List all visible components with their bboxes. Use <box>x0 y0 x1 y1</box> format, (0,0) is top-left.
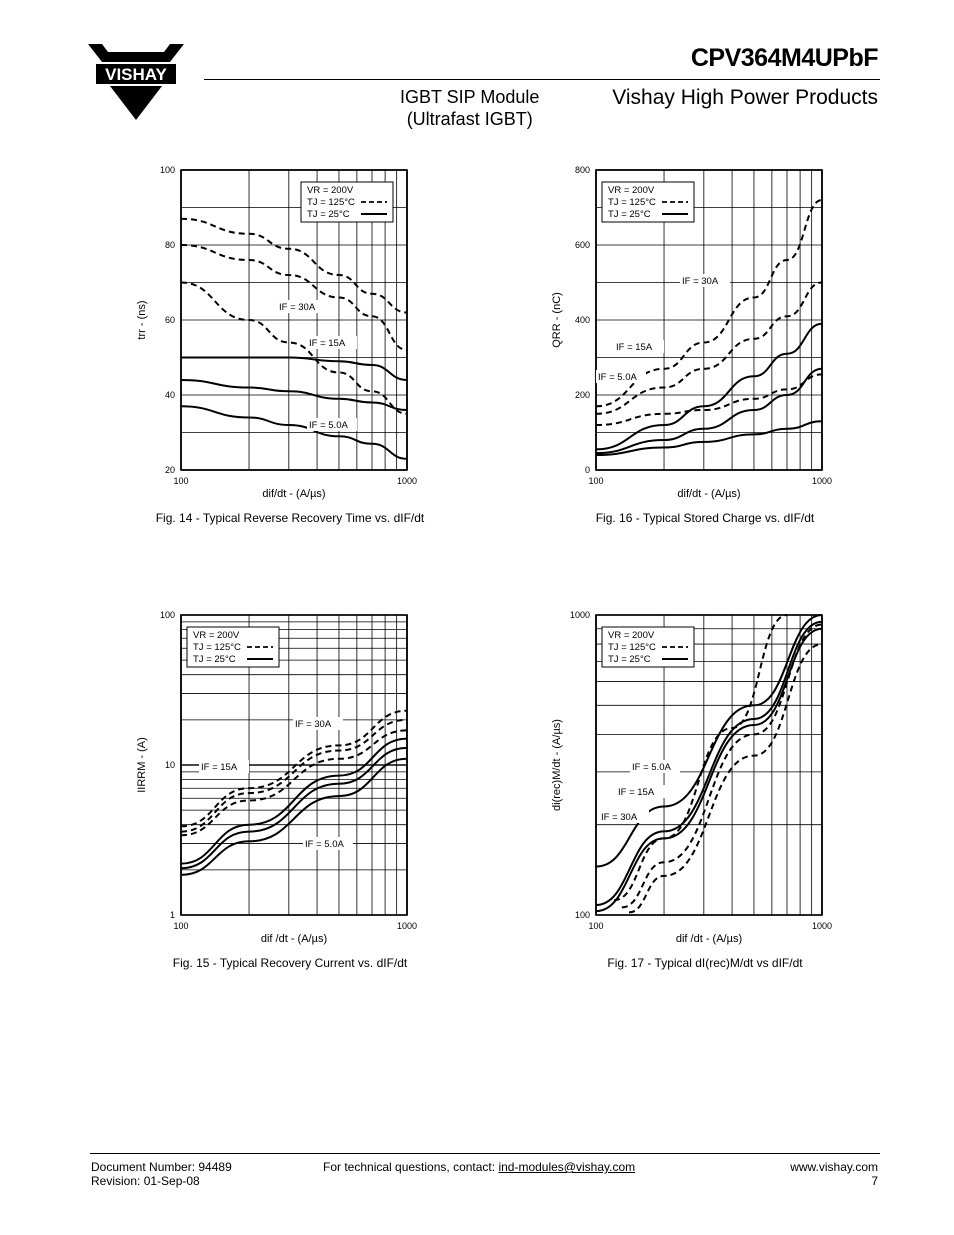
legend-entry: TJ = 25°C <box>193 654 236 665</box>
legend-entry: TJ = 125°C <box>608 197 656 208</box>
subtitle-line-1: IGBT SIP Module <box>400 87 540 107</box>
contact-email-link[interactable]: ind-modules@vishay.com <box>498 1160 636 1174</box>
y-axis-label: IIRRM - (A) <box>136 737 148 793</box>
series-annotation: IF = 5.0A <box>632 762 671 773</box>
legend-entry: TJ = 125°C <box>307 197 355 208</box>
header-rule <box>204 79 880 80</box>
website-link[interactable]: www.vishay.com <box>790 1160 878 1174</box>
series-line <box>181 245 407 350</box>
series-line <box>181 219 407 313</box>
footer-contact <box>323 1160 635 1174</box>
series-annotation: IF = 30A <box>279 302 316 313</box>
x-tick-label: 1000 <box>811 921 833 931</box>
y-tick-label: 40 <box>164 390 175 400</box>
series-annotation: IF = 5.0A <box>598 372 637 383</box>
y-axis-label: QRR - (nC) <box>551 292 563 348</box>
series-annotation: IF = 30A <box>682 276 719 287</box>
series-line <box>181 739 407 864</box>
y-tick-label: 800 <box>574 165 590 175</box>
x-tick-label: 1000 <box>396 921 418 931</box>
legend-entry: TJ = 25°C <box>307 209 350 220</box>
x-tick-label: 100 <box>588 476 604 486</box>
subtitle-line-2: (Ultrafast IGBT) <box>406 109 533 129</box>
x-tick-label: 1000 <box>396 476 418 486</box>
legend-entry: VR = 200V <box>307 185 354 196</box>
y-tick-label: 20 <box>164 465 175 475</box>
x-axis-label: dif/dt - (A/µs) <box>262 488 326 500</box>
x-axis-label: dif/dt - (A/µs) <box>677 488 741 500</box>
part-number: CPV364M4UPbF <box>690 44 878 72</box>
x-axis-label: dif /dt - (A/µs) <box>260 933 328 945</box>
legend-entry: VR = 200V <box>608 185 655 196</box>
x-tick-label: 1000 <box>811 476 833 486</box>
legend-entry: TJ = 125°C <box>193 642 241 653</box>
y-tick-label: 400 <box>574 315 590 325</box>
footer-document-info <box>91 1160 232 1188</box>
series-annotation: IF = 30A <box>295 719 332 730</box>
chart-fig16 <box>540 160 870 535</box>
x-tick-label: 100 <box>173 921 189 931</box>
logo-text: VISHAY <box>105 65 167 84</box>
y-tick-label: 1000 <box>569 610 590 620</box>
series-annotation: IF = 5.0A <box>305 839 344 850</box>
y-tick-label: 200 <box>574 390 590 400</box>
product-subtitle <box>400 86 539 130</box>
x-tick-label: 100 <box>588 921 604 931</box>
y-tick-label: 100 <box>159 610 175 620</box>
y-axis-label: di(rec)M/dt - (A/µs) <box>551 719 563 811</box>
y-tick-label: 60 <box>164 315 175 325</box>
footer-website <box>790 1160 878 1188</box>
series-annotation: IF = 5.0A <box>309 420 348 431</box>
y-tick-label: 100 <box>159 165 175 175</box>
legend-entry: TJ = 125°C <box>608 642 656 653</box>
vishay-logo <box>88 44 184 120</box>
y-tick-label: 100 <box>574 910 590 920</box>
series-line <box>629 644 822 912</box>
series-line <box>181 720 407 832</box>
chart-fig15 <box>125 605 455 980</box>
page-number: 7 <box>871 1174 878 1188</box>
legend-entry: VR = 200V <box>193 630 240 641</box>
chart-caption: Fig. 15 - Typical Recovery Current vs. dIF/dt <box>172 956 408 970</box>
legend-entry: TJ = 25°C <box>608 209 651 220</box>
chart-fig14 <box>125 160 455 535</box>
x-axis-label: dif /dt - (A/µs) <box>675 933 743 945</box>
footer-rule <box>90 1153 880 1154</box>
y-tick-label: 10 <box>164 760 175 770</box>
y-tick-label: 80 <box>164 240 175 250</box>
y-tick-label: 1 <box>169 910 175 920</box>
chart-caption: Fig. 16 - Typical Stored Charge vs. dIF/dt <box>595 511 815 525</box>
division-name: Vishay High Power Products <box>612 86 878 109</box>
series-annotation: IF = 15A <box>618 787 655 798</box>
y-tick-label: 600 <box>574 240 590 250</box>
revision: Revision: 01-Sep-08 <box>91 1174 200 1188</box>
series-annotation: IF = 15A <box>616 342 653 353</box>
series-annotation: IF = 15A <box>201 762 238 773</box>
document-number: Document Number: 94489 <box>91 1160 232 1174</box>
y-axis-label: trr - (ns) <box>136 300 148 340</box>
contact-text: For technical questions, contact: <box>323 1160 499 1174</box>
legend-entry: TJ = 25°C <box>608 654 651 665</box>
x-tick-label: 100 <box>173 476 189 486</box>
y-tick-label: 0 <box>584 465 590 475</box>
chart-fig17 <box>540 605 870 980</box>
chart-caption: Fig. 14 - Typical Reverse Recovery Time vs. dIF/dt <box>155 511 425 525</box>
series-line <box>181 358 407 381</box>
series-annotation: IF = 15A <box>309 338 346 349</box>
chart-caption: Fig. 17 - Typical dI(rec)M/dt vs dIF/dt <box>607 956 803 970</box>
legend-entry: VR = 200V <box>608 630 655 641</box>
series-annotation: IF = 30A <box>601 812 638 823</box>
